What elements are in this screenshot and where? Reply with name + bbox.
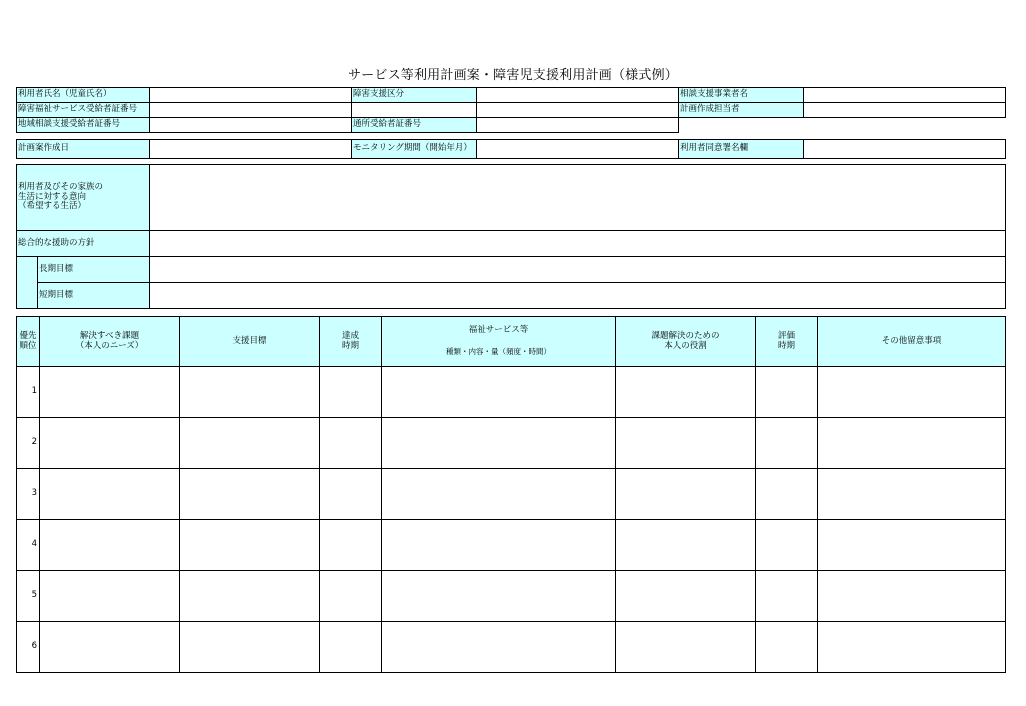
role-field[interactable]: [616, 622, 756, 673]
user-name-field[interactable]: [150, 88, 352, 103]
issue-field[interactable]: [40, 418, 180, 469]
achieve-field[interactable]: [320, 418, 382, 469]
priority-number: 5: [17, 571, 40, 622]
plan-date-table: [16, 139, 1006, 159]
notes-field[interactable]: [818, 367, 1006, 418]
intent-field[interactable]: [150, 165, 1006, 231]
role-header: [616, 317, 756, 367]
intent-label-line2: 生活に対する意向: [18, 191, 87, 202]
goal-header: 支援目標: [180, 317, 320, 367]
consent-field[interactable]: [804, 140, 1006, 159]
goal-field[interactable]: [180, 418, 320, 469]
service-header: [382, 317, 616, 367]
welfare-cert-field[interactable]: [150, 103, 352, 118]
service-header-line2: 種類・内容・量（頻度・時間）: [446, 347, 551, 357]
service-field[interactable]: [382, 367, 616, 418]
priority-number: 1: [17, 367, 40, 418]
issue-header: [40, 317, 180, 367]
service-field[interactable]: [382, 622, 616, 673]
priority-number: 2: [17, 418, 40, 469]
day-service-cert-field[interactable]: [477, 118, 679, 133]
intent-label: [17, 165, 150, 231]
planner-field[interactable]: [804, 103, 1006, 118]
achieve-header-line2: 時期: [341, 340, 359, 351]
welfare-cert-field-2[interactable]: [352, 103, 477, 118]
day-service-cert-label: 通所受給者証番号: [352, 118, 477, 133]
issue-header-line2: （本人のニーズ）: [75, 340, 144, 351]
disability-category-label: 障害支援区分: [352, 88, 477, 103]
blank-cell: [804, 118, 1006, 133]
intent-policy-table: [16, 164, 1006, 309]
eval-header-line1: 評価: [777, 330, 795, 341]
plan-date-field[interactable]: [150, 140, 352, 159]
notes-field[interactable]: [818, 571, 1006, 622]
short-term-field[interactable]: [150, 283, 1006, 309]
service-header-line1: 福祉サービス等: [468, 325, 529, 336]
role-field[interactable]: [616, 367, 756, 418]
eval-field[interactable]: [756, 367, 818, 418]
page-title: サービス等利用計画案・障害児支援利用計画（様式例）: [347, 68, 678, 83]
goal-field[interactable]: [180, 367, 320, 418]
role-field[interactable]: [616, 520, 756, 571]
disability-category-field[interactable]: [477, 88, 679, 103]
priority-header-line2: 順位: [19, 340, 37, 351]
goal-field[interactable]: [180, 520, 320, 571]
policy-indent-cell: [17, 257, 38, 309]
plan-row: [17, 622, 1006, 673]
consent-label: 利用者同意署名欄: [679, 140, 804, 159]
intent-label-line1: 利用者及びその家族の: [18, 181, 104, 192]
overall-policy-label: 総合的な援助の方針: [17, 231, 150, 257]
regional-cert-field[interactable]: [150, 118, 352, 133]
monitoring-label: モニタリング期間（開始年月）: [352, 140, 477, 159]
service-field[interactable]: [382, 418, 616, 469]
eval-header-line2: 時期: [777, 340, 795, 351]
plan-row: [17, 367, 1006, 418]
plan-row: [17, 418, 1006, 469]
role-field[interactable]: [616, 418, 756, 469]
priority-number: 4: [17, 520, 40, 571]
goal-field[interactable]: [180, 469, 320, 520]
role-field[interactable]: [616, 571, 756, 622]
consultation-office-label: 相談支援事業者名: [679, 88, 804, 103]
goal-field[interactable]: [180, 571, 320, 622]
achieve-field[interactable]: [320, 520, 382, 571]
service-field[interactable]: [382, 469, 616, 520]
role-field[interactable]: [616, 469, 756, 520]
user-name-label: 利用者氏名（児童氏名）: [17, 88, 150, 103]
issue-header-line1: 解決すべき課題: [79, 330, 140, 341]
eval-header: [756, 317, 818, 367]
priority-number: 3: [17, 469, 40, 520]
long-term-label: 長期目標: [38, 257, 150, 283]
priority-number: 6: [17, 622, 40, 673]
issue-field[interactable]: [40, 622, 180, 673]
issue-field[interactable]: [40, 571, 180, 622]
eval-field[interactable]: [756, 418, 818, 469]
achieve-field[interactable]: [320, 622, 382, 673]
achieve-header: [320, 317, 382, 367]
service-field[interactable]: [382, 520, 616, 571]
plan-row: [17, 520, 1006, 571]
long-term-field[interactable]: [150, 257, 1006, 283]
role-header-line2: 本人の役割: [664, 340, 707, 351]
plan-date-label: 計画案作成日: [17, 140, 150, 159]
issue-field[interactable]: [40, 520, 180, 571]
consultation-office-field[interactable]: [804, 88, 1006, 103]
role-header-line1: 課題解決のための: [651, 330, 720, 341]
achieve-header-line1: 達成: [341, 330, 359, 341]
welfare-cert-field-3[interactable]: [477, 103, 679, 118]
goal-field[interactable]: [180, 622, 320, 673]
notes-header: その他留意事項: [818, 317, 1006, 367]
regional-cert-label: 地域相談支援受給者証番号: [17, 118, 150, 133]
notes-field[interactable]: [818, 418, 1006, 469]
plan-row: [17, 571, 1006, 622]
service-field[interactable]: [382, 571, 616, 622]
priority-header-line1: 優先: [19, 330, 37, 341]
achieve-field[interactable]: [320, 469, 382, 520]
issue-field[interactable]: [40, 367, 180, 418]
eval-field[interactable]: [756, 622, 818, 673]
plan-row: [17, 469, 1006, 520]
welfare-cert-label: 障害福祉サービス受給者証番号: [17, 103, 150, 118]
eval-field[interactable]: [756, 571, 818, 622]
notes-field[interactable]: [818, 622, 1006, 673]
notes-field[interactable]: [818, 520, 1006, 571]
plan-table: [16, 316, 1006, 673]
short-term-label: 短期目標: [38, 283, 150, 309]
monitoring-field[interactable]: [477, 140, 679, 159]
header-info-table: [16, 87, 1006, 133]
eval-field[interactable]: [756, 469, 818, 520]
achieve-field[interactable]: [320, 367, 382, 418]
notes-field[interactable]: [818, 469, 1006, 520]
eval-field[interactable]: [756, 520, 818, 571]
priority-header: [17, 317, 40, 367]
overall-policy-field[interactable]: [150, 231, 1006, 257]
issue-field[interactable]: [40, 469, 180, 520]
achieve-field[interactable]: [320, 571, 382, 622]
intent-label-line3: （希望する生活）: [18, 201, 87, 212]
plan-rows: [17, 367, 1006, 673]
blank-cell: [679, 118, 804, 133]
planner-label: 計画作成担当者: [679, 103, 804, 118]
